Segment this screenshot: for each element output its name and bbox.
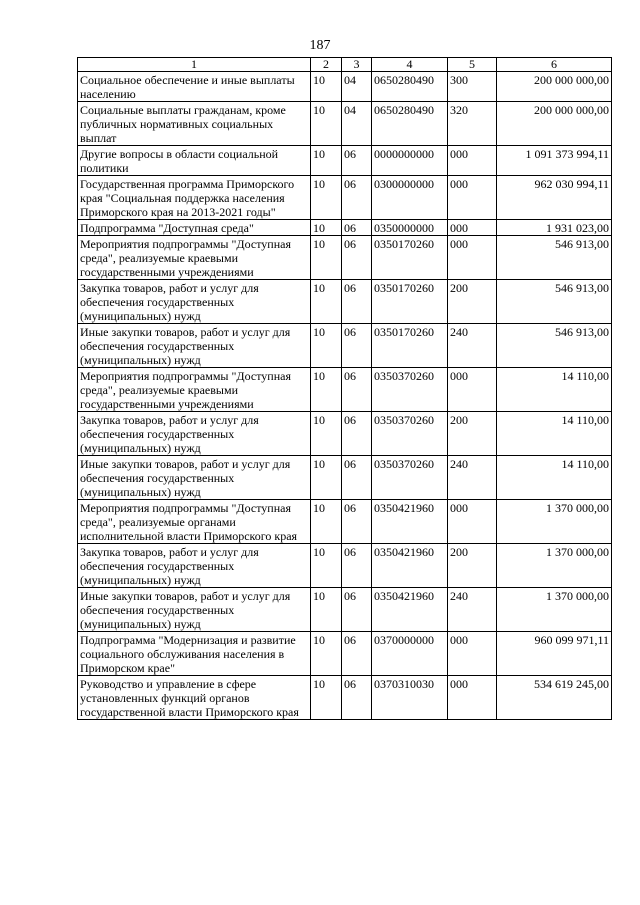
expense-type-cell: 240 <box>448 588 497 632</box>
column-header-3: 3 <box>342 58 372 72</box>
target-article-cell: 0300000000 <box>372 176 448 220</box>
subsection-code-cell: 04 <box>342 102 372 146</box>
subsection-code-cell: 06 <box>342 500 372 544</box>
amount-cell: 200 000 000,00 <box>497 72 612 102</box>
target-article-cell: 0650280490 <box>372 102 448 146</box>
expense-type-cell: 000 <box>448 176 497 220</box>
item-name-cell: Закупка товаров, работ и услуг для обеспечения государственных (муниципальных) нужд <box>78 412 311 456</box>
item-name-cell: Мероприятия подпрограммы "Доступная среда", реализуемые органами исполнительной власти Приморского края <box>78 500 311 544</box>
subsection-code-cell: 06 <box>342 456 372 500</box>
item-name-cell: Другие вопросы в области социальной политики <box>78 146 311 176</box>
item-name-cell: Мероприятия подпрограммы "Доступная среда", реализуемые краевыми государственными учреждениями <box>78 236 311 280</box>
expense-type-cell: 300 <box>448 72 497 102</box>
item-name-cell: Мероприятия подпрограммы "Доступная среда", реализуемые краевыми государственными учреждениями <box>78 368 311 412</box>
table-row <box>78 544 612 588</box>
item-name-cell: Государственная программа Приморского края "Социальная поддержка населения Приморского края на 2013-2021 годы" <box>78 176 311 220</box>
table-row <box>78 456 612 500</box>
target-article-cell: 0350370260 <box>372 456 448 500</box>
item-name-cell: Закупка товаров, работ и услуг для обеспечения государственных (муниципальных) нужд <box>78 280 311 324</box>
table-row <box>78 280 612 324</box>
amount-cell: 14 110,00 <box>497 368 612 412</box>
target-article-cell: 0000000000 <box>372 146 448 176</box>
expense-type-cell: 200 <box>448 412 497 456</box>
section-code-cell: 10 <box>311 72 342 102</box>
section-code-cell: 10 <box>311 102 342 146</box>
target-article-cell: 0350170260 <box>372 324 448 368</box>
expense-type-cell: 000 <box>448 676 497 720</box>
amount-cell: 1 931 023,00 <box>497 220 612 236</box>
table-row <box>78 368 612 412</box>
item-name-cell: Подпрограмма "Доступная среда" <box>78 220 311 236</box>
table-row <box>78 412 612 456</box>
section-code-cell: 10 <box>311 146 342 176</box>
table-row <box>78 72 612 102</box>
section-code-cell: 10 <box>311 632 342 676</box>
subsection-code-cell: 06 <box>342 324 372 368</box>
target-article-cell: 0350421960 <box>372 588 448 632</box>
subsection-code-cell: 06 <box>342 176 372 220</box>
section-code-cell: 10 <box>311 324 342 368</box>
expense-type-cell: 200 <box>448 280 497 324</box>
table-row <box>78 500 612 544</box>
item-name-cell: Подпрограмма "Модернизация и развитие социального обслуживания населения в Приморском крае" <box>78 632 311 676</box>
table-row <box>78 102 612 146</box>
section-code-cell: 10 <box>311 500 342 544</box>
target-article-cell: 0350170260 <box>372 236 448 280</box>
column-header-5: 5 <box>448 58 497 72</box>
target-article-cell: 0350370260 <box>372 368 448 412</box>
section-code-cell: 10 <box>311 220 342 236</box>
subsection-code-cell: 06 <box>342 544 372 588</box>
amount-cell: 14 110,00 <box>497 412 612 456</box>
amount-cell: 546 913,00 <box>497 236 612 280</box>
amount-cell: 1 370 000,00 <box>497 544 612 588</box>
target-article-cell: 0370310030 <box>372 676 448 720</box>
column-header-6: 6 <box>497 58 612 72</box>
table-row <box>78 588 612 632</box>
table-row <box>78 632 612 676</box>
amount-cell: 1 370 000,00 <box>497 500 612 544</box>
table-row <box>78 236 612 280</box>
amount-cell: 546 913,00 <box>497 324 612 368</box>
item-name-cell: Иные закупки товаров, работ и услуг для обеспечения государственных (муниципальных) нужд <box>78 588 311 632</box>
target-article-cell: 0370000000 <box>372 632 448 676</box>
target-article-cell: 0350421960 <box>372 544 448 588</box>
expense-type-cell: 000 <box>448 368 497 412</box>
section-code-cell: 10 <box>311 456 342 500</box>
amount-cell: 200 000 000,00 <box>497 102 612 146</box>
item-name-cell: Закупка товаров, работ и услуг для обеспечения государственных (муниципальных) нужд <box>78 544 311 588</box>
item-name-cell: Социальное обеспечение и иные выплаты населению <box>78 72 311 102</box>
table-row <box>78 676 612 720</box>
item-name-cell: Иные закупки товаров, работ и услуг для обеспечения государственных (муниципальных) нужд <box>78 456 311 500</box>
subsection-code-cell: 06 <box>342 220 372 236</box>
subsection-code-cell: 06 <box>342 588 372 632</box>
section-code-cell: 10 <box>311 588 342 632</box>
subsection-code-cell: 04 <box>342 72 372 102</box>
expense-type-cell: 000 <box>448 632 497 676</box>
expense-type-cell: 000 <box>448 146 497 176</box>
amount-cell: 546 913,00 <box>497 280 612 324</box>
expense-type-cell: 000 <box>448 236 497 280</box>
expense-type-cell: 000 <box>448 220 497 236</box>
page-number: 187 <box>309 38 331 53</box>
target-article-cell: 0350170260 <box>372 280 448 324</box>
column-header-4: 4 <box>372 58 448 72</box>
table-header-row <box>78 58 612 72</box>
section-code-cell: 10 <box>311 368 342 412</box>
expense-type-cell: 320 <box>448 102 497 146</box>
section-code-cell: 10 <box>311 544 342 588</box>
amount-cell: 962 030 994,11 <box>497 176 612 220</box>
amount-cell: 14 110,00 <box>497 456 612 500</box>
section-code-cell: 10 <box>311 236 342 280</box>
table-body <box>78 72 612 720</box>
amount-cell: 1 370 000,00 <box>497 588 612 632</box>
subsection-code-cell: 06 <box>342 368 372 412</box>
target-article-cell: 0350370260 <box>372 412 448 456</box>
subsection-code-cell: 06 <box>342 280 372 324</box>
subsection-code-cell: 06 <box>342 412 372 456</box>
expense-type-cell: 200 <box>448 544 497 588</box>
subsection-code-cell: 06 <box>342 676 372 720</box>
subsection-code-cell: 06 <box>342 236 372 280</box>
amount-cell: 1 091 373 994,11 <box>497 146 612 176</box>
item-name-cell: Руководство и управление в сфере установленных функций органов государственной власти Приморского края <box>78 676 311 720</box>
item-name-cell: Социальные выплаты гражданам, кроме публичных нормативных социальных выплат <box>78 102 311 146</box>
target-article-cell: 0350000000 <box>372 220 448 236</box>
column-header-1: 1 <box>78 58 311 72</box>
section-code-cell: 10 <box>311 676 342 720</box>
expense-type-cell: 240 <box>448 324 497 368</box>
subsection-code-cell: 06 <box>342 632 372 676</box>
target-article-cell: 0650280490 <box>372 72 448 102</box>
target-article-cell: 0350421960 <box>372 500 448 544</box>
subsection-code-cell: 06 <box>342 146 372 176</box>
expense-type-cell: 000 <box>448 500 497 544</box>
table-row <box>78 176 612 220</box>
expense-type-cell: 240 <box>448 456 497 500</box>
item-name-cell: Иные закупки товаров, работ и услуг для обеспечения государственных (муниципальных) нужд <box>78 324 311 368</box>
section-code-cell: 10 <box>311 412 342 456</box>
table-row <box>78 220 612 236</box>
amount-cell: 534 619 245,00 <box>497 676 612 720</box>
section-code-cell: 10 <box>311 280 342 324</box>
budget-table <box>77 57 612 720</box>
section-code-cell: 10 <box>311 176 342 220</box>
column-header-2: 2 <box>311 58 342 72</box>
table-row <box>78 324 612 368</box>
table-row <box>78 146 612 176</box>
amount-cell: 960 099 971,11 <box>497 632 612 676</box>
